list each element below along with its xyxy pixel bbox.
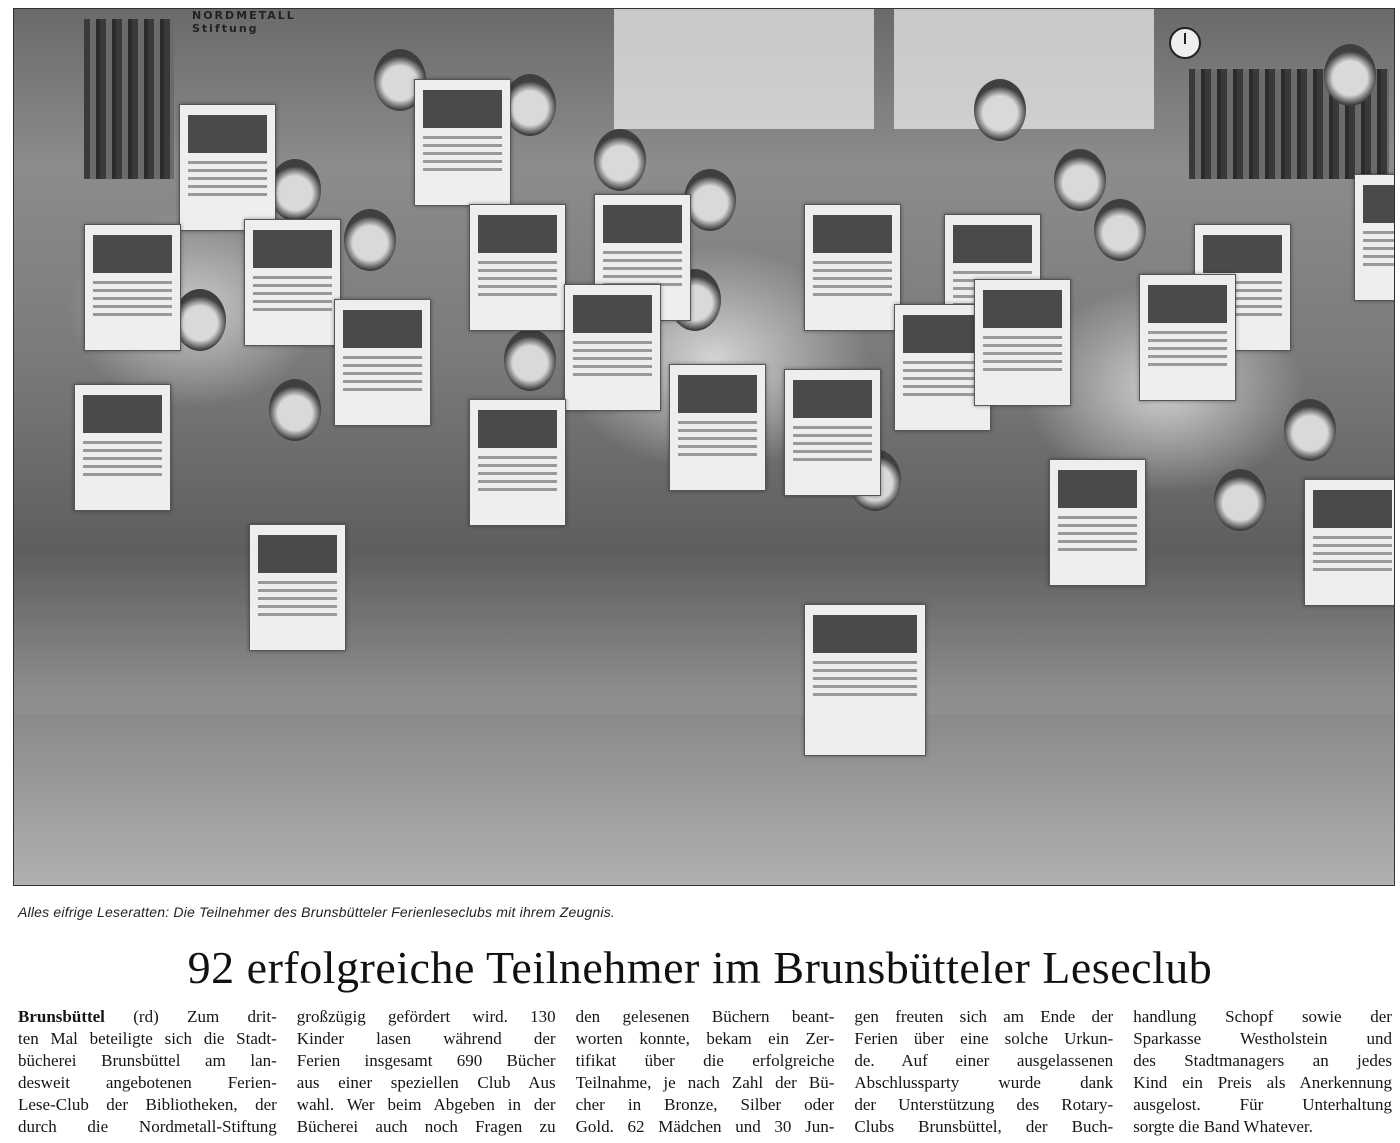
- photo-banner: NORDMETALL Stiftung: [192, 9, 296, 35]
- article-column-5: [1133, 1006, 1392, 1140]
- photo-floor: [14, 715, 1394, 885]
- article-headline: 92 erfolgreiche Teilnehmer im Brunsbütteler Leseclub: [187, 942, 1213, 993]
- article-line: ten Mal beteiligte sich die Stadt-: [18, 1029, 277, 1048]
- article-line: des Stadtmanagers an jedes: [1133, 1051, 1392, 1070]
- article-line: Ferien insgesamt 690 Bücher: [296, 1051, 556, 1070]
- photo-window: [614, 9, 874, 129]
- article-line: handlung Schopf sowie der: [1133, 1007, 1392, 1026]
- article-line: desweit angebotenen Ferien-: [18, 1073, 277, 1092]
- article-line: Abschlussparty wurde dank: [854, 1073, 1114, 1092]
- article-body: [18, 1006, 1392, 1140]
- person-head: [269, 379, 321, 441]
- article-line: Brunsbüttel (rd) Zum drit-: [18, 1007, 277, 1026]
- person-head: [1054, 149, 1106, 211]
- clock-icon: [1169, 27, 1201, 59]
- article-line: cher in Bronze, Silber oder: [575, 1095, 835, 1114]
- certificate-sheet: [804, 604, 926, 756]
- article-line: worten konnte, bekam ein Zer-: [575, 1029, 835, 1048]
- article-dateline: Brunsbüttel: [18, 1007, 105, 1026]
- article-line: de. Auf einer ausgelassenen: [854, 1051, 1114, 1070]
- person-head: [1214, 469, 1266, 531]
- certificate-sheet: [249, 524, 346, 651]
- certificate-sheet: [414, 79, 511, 206]
- article-line: Clubs Brunsbüttel, der Buch-: [854, 1117, 1114, 1136]
- photo-bookshelf: [84, 19, 174, 179]
- article-line: ausgelost. Für Unterhaltung: [1133, 1095, 1392, 1114]
- person-head: [269, 159, 321, 221]
- article-line: Teilnahme, je nach Zahl der Bü-: [575, 1073, 835, 1092]
- article-line: Bücherei auch noch Fragen zu: [296, 1117, 556, 1136]
- certificate-sheet: [1354, 174, 1395, 301]
- article-line: Kind ein Preis als Anerkennung: [1133, 1073, 1392, 1092]
- article-line: tifikat über die erfolgreiche: [575, 1051, 835, 1070]
- article-column-1: [18, 1006, 277, 1140]
- person-head: [1094, 199, 1146, 261]
- certificate-sheet: [74, 384, 171, 511]
- article-line: aus einer speziellen Club Aus: [296, 1073, 556, 1092]
- article-line: Lese-Club der Bibliotheken, der: [18, 1095, 277, 1114]
- person-head: [1284, 399, 1336, 461]
- certificate-sheet: [179, 104, 276, 231]
- person-head: [174, 289, 226, 351]
- article-line: der Unterstützung des Rotary-: [854, 1095, 1114, 1114]
- group-photo: [13, 8, 1395, 886]
- certificate-sheet: [84, 224, 181, 351]
- certificate-sheet: [469, 204, 566, 331]
- article-column-2: [297, 1006, 556, 1140]
- article-line: Sparkasse Westholstein und: [1133, 1029, 1392, 1048]
- person-head: [504, 329, 556, 391]
- article-line: großzügig gefördert wird. 130: [296, 1007, 556, 1026]
- article-line: durch die Nordmetall-Stiftung: [18, 1117, 277, 1136]
- certificate-sheet: [564, 284, 661, 411]
- photo-caption: Alles eifrige Leseratten: Die Teilnehmer des Brunsbütteler Ferienleseclubs mit ihrem Zeugnis.: [18, 904, 616, 920]
- article-line: wahl. Wer beim Abgeben in der: [296, 1095, 556, 1114]
- certificate-sheet: [974, 279, 1071, 406]
- person-head: [1324, 44, 1376, 106]
- certificate-sheet: [669, 364, 766, 491]
- article-line: Gold. 62 Mädchen und 30 Jun-: [575, 1117, 835, 1136]
- certificate-sheet: [784, 369, 881, 496]
- article-column-3: [576, 1006, 835, 1140]
- article-line: sorgte die Band Whatever.: [1133, 1117, 1313, 1136]
- article-line: gen freuten sich am Ende der: [854, 1007, 1114, 1026]
- article-line: Kinder lasen während der: [296, 1029, 556, 1048]
- certificate-sheet: [1304, 479, 1395, 606]
- person-head: [344, 209, 396, 271]
- person-head: [504, 74, 556, 136]
- article-line: bücherei Brunsbüttel am lan-: [18, 1051, 277, 1070]
- article-line: Ferien über eine solche Urkun-: [854, 1029, 1114, 1048]
- person-head: [974, 79, 1026, 141]
- certificate-sheet: [469, 399, 566, 526]
- certificate-sheet: [1139, 274, 1236, 401]
- article-line: den gelesenen Büchern beant-: [575, 1007, 835, 1026]
- person-head: [594, 129, 646, 191]
- certificate-sheet: [804, 204, 901, 331]
- certificate-sheet: [244, 219, 341, 346]
- certificate-sheet: [334, 299, 431, 426]
- certificate-sheet: [1049, 459, 1146, 586]
- article-column-4: [854, 1006, 1113, 1140]
- person-head: [684, 169, 736, 231]
